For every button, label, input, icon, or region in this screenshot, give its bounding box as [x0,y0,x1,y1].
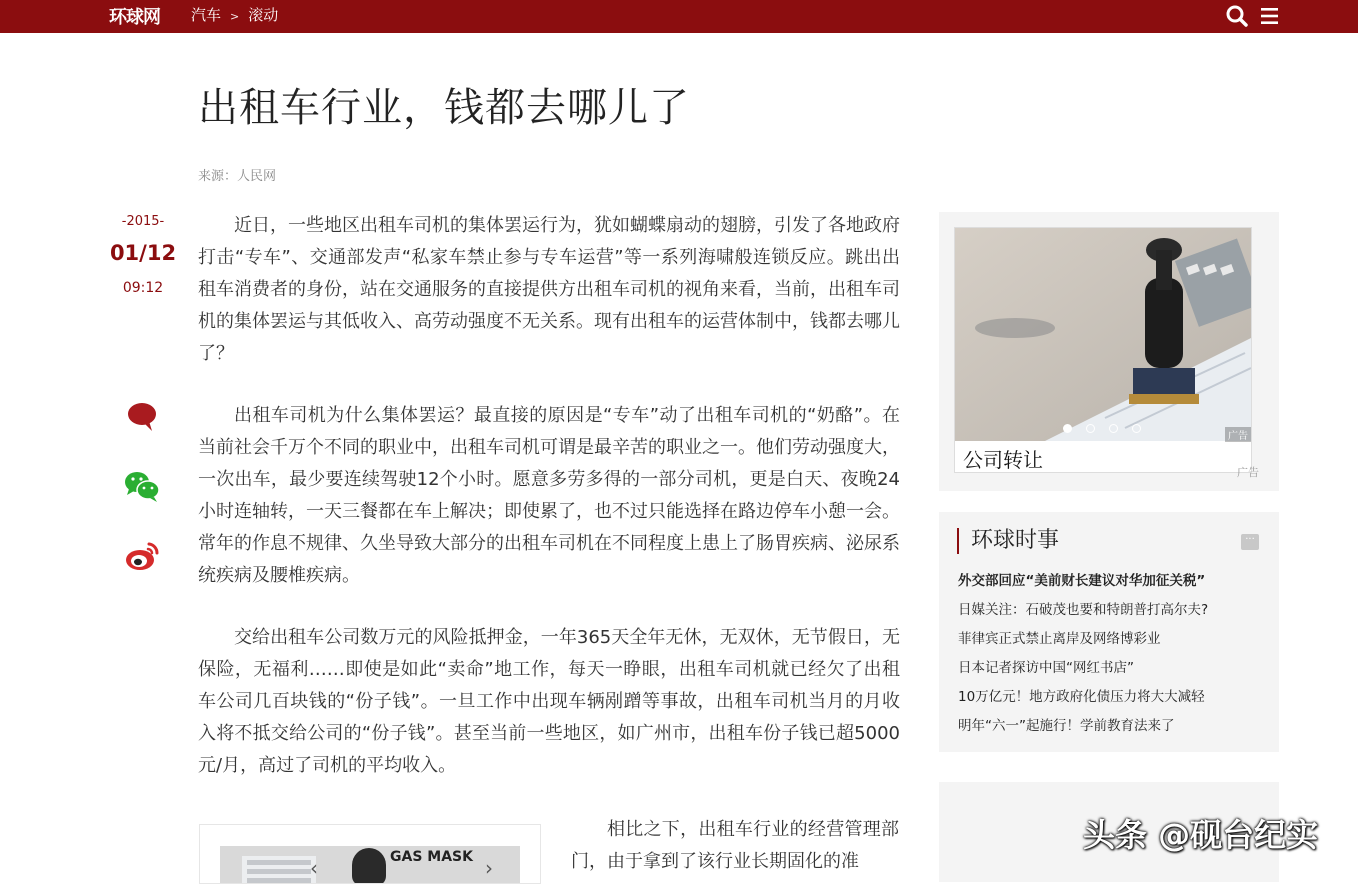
top-navigation-bar [0,0,1358,33]
article-body [198,210,900,812]
publish-date: 01/12 [109,241,177,265]
ad-caption[interactable]: 公司转让 [963,448,1043,472]
ad-image [955,228,1251,441]
breadcrumb-item-rolling[interactable]: 滚动 [248,6,279,24]
article-paragraph: 出租车司机为什么集体罢运？最直接的原因是“专车”动了出租车司机的“奶酪”。在当前社会千万个不同的职业中，出租车司机可谓是最辛苦的职业之一。他们劳动强度大，一次出车，最少要连续驾驶12个小时。愿意多劳多得的一部分司机，更是白天、夜晚24小时连轴转，一天三餐都在车上解决；即使累了，也不过只能选择在路边停车小憩一会。常年的作息不规律、久坐导致大部分的出租车司机在不同程度上患上了肠胃疾病、泌尿系统疾病及腰椎疾病。 [198,405,900,586]
chevron-right-icon[interactable]: › [485,856,493,880]
article-source: 来源：人民网 [198,169,277,184]
article-paragraph: 交给出租车公司数万元的风险抵押金，一年365天全年无休，无双休，无节假日，无保险，无福利……即使是如此“卖命”地工作，每天一睁眼，出租车司机就已经欠了出租车公司几百块钱的“份子钱”。一旦工作中出现车辆剐蹭等事故，出租车司机当月的月收入将不抵交给公司的“份子钱”。甚至当前一些地区，如广州市，出租车份子钱已超5000元/月，高过了司机的平均收入。 [198,627,900,776]
news-item[interactable]: 10万亿元！地方政府化债压力将大大减轻 [958,689,1205,705]
news-list [958,567,1208,741]
breadcrumb-separator: > [230,10,240,23]
gallery-thumbnail [242,856,316,884]
more-icon[interactable]: ··· [1241,534,1259,550]
gas-mask-icon [352,848,386,884]
gallery-image [220,846,520,884]
carousel-dot[interactable] [1063,424,1072,433]
publish-time: 09:12 [122,280,164,296]
breadcrumb-item-auto[interactable]: 汽车 [191,6,222,24]
ad-card[interactable] [954,227,1252,473]
gallery-label: GAS MASK [390,849,473,865]
news-item[interactable]: 日本记者探访中国“网红书店” [958,660,1134,676]
menu-icon[interactable] [1258,3,1284,29]
comment-icon[interactable] [122,399,162,435]
weibo-icon[interactable] [122,538,162,574]
news-item[interactable]: 外交部回应“美前财长建议对华加征关税” [958,573,1206,589]
chevron-left-icon[interactable]: ‹ [310,856,318,880]
news-panel [939,512,1279,752]
article-paragraph: 相比之下，出租车行业的经营管理部门，由于拿到了该行业长期固化的准 [571,819,899,872]
carousel-dot[interactable] [1086,424,1095,433]
news-item[interactable]: 菲律宾正式禁止离岸及网络博彩业 [958,631,1161,647]
news-item[interactable]: 日媒关注：石破茂也要和特朗普打高尔夫? [958,602,1209,618]
ad-label: 广告 [1237,466,1259,479]
ad-carousel-dots [1063,418,1155,437]
search-icon[interactable] [1224,3,1250,29]
article-title: 出租车行业，钱都去哪儿了 [198,85,690,131]
article-paragraph: 近日，一些地区出租车司机的集体罢运行为，犹如蝴蝶扇动的翅膀，引发了各地政府打击“专车”、交通部发声“私家车禁止参与专车运营”等一系列海啸般连锁反应。跳出出租车消费者的身份，站在交通服务的直接提供方出租车司机的视角来看，当前，出租车司机的集体罢运与其低收入、高劳动强度不无关系。现有出租车的运营体制中，钱都去哪儿了？ [198,215,900,364]
carousel-dot[interactable] [1132,424,1141,433]
embedded-gallery[interactable] [199,824,541,884]
wechat-icon[interactable] [122,468,162,504]
breadcrumb [191,4,278,25]
site-logo[interactable]: 环球网 [109,7,160,28]
carousel-dot[interactable] [1109,424,1118,433]
ad-tag[interactable]: 广告 [1225,427,1251,442]
publish-year: -2015- [121,214,165,229]
news-panel-title: 环球时事 [957,528,1059,554]
watermark: 头条 @砚台纪实 [1083,816,1319,854]
sidebar-ad [939,212,1279,491]
news-item[interactable]: 明年“六一”起施行！学前教育法来了 [958,718,1175,734]
